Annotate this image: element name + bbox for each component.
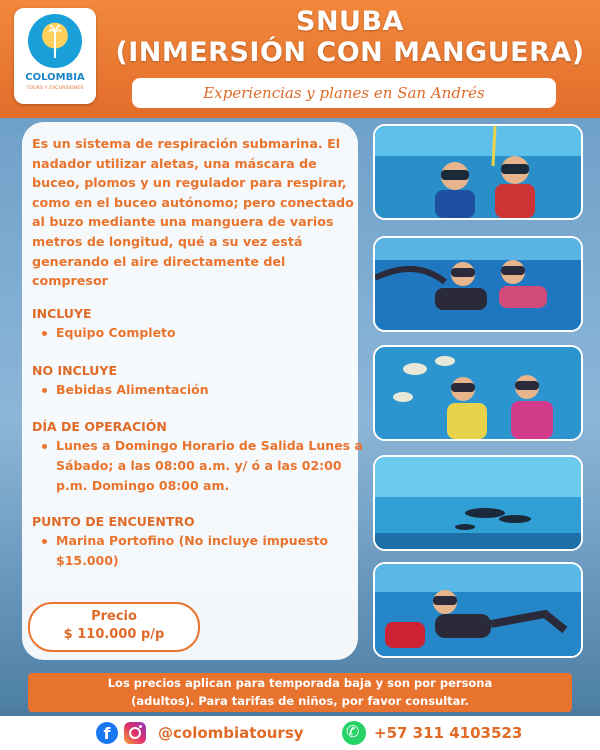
- notice-line-1: Los precios aplican para temporada baja y son por persona: [107, 676, 493, 690]
- logo: [14, 8, 96, 104]
- photo-divers-2: [373, 236, 583, 332]
- instagram-icon[interactable]: [124, 722, 146, 744]
- info-panel: [22, 122, 363, 660]
- page-title: [100, 6, 600, 68]
- list-item: [42, 531, 368, 571]
- palm-tree-icon: [49, 22, 61, 58]
- footer: [0, 716, 600, 750]
- section-title-punto-encuentro: PUNTO DE ENCUENTRO: [32, 514, 195, 529]
- subtitle: Experiencias y planes en San Andrés: [203, 84, 485, 102]
- section-title-no-incluye: NO INCLUYE: [32, 363, 117, 378]
- subtitle-banner: [132, 78, 556, 108]
- photo-divers-3: [373, 345, 583, 441]
- bullet-icon: [42, 388, 47, 393]
- logo-name: COLOMBIA: [25, 72, 85, 83]
- bullet-icon: [42, 539, 47, 544]
- whatsapp-contact[interactable]: [342, 721, 522, 745]
- list-item-text: Marina Portofino (No incluye impuesto $15.000): [56, 533, 329, 568]
- list-item-text: Lunes a Domingo Horario de Salida Lunes a Sábado; a las 08:00 a.m. y/ ó a las 02:00 p.m. Domingo 08:00 am.: [56, 438, 363, 493]
- photo-divers-1: [373, 124, 583, 220]
- description: Es un sistema de respiración submarina. El nadador utilizar aletas, una máscara de buceo, plomos y un regulador para respirar, como en el buceo autónomo; pero conectado al buzo mediante una manguera de varios metros de longitud, qué a su vez está generando el aire directamente del compresor: [32, 136, 354, 289]
- price-notice: [28, 673, 572, 712]
- bullet-icon: [42, 331, 47, 336]
- list-item: [42, 380, 368, 400]
- list-item: [42, 323, 368, 343]
- whatsapp-icon[interactable]: [342, 721, 366, 745]
- notice-line-2: (adultos). Para tarifas de niños, por favor consultar.: [131, 694, 469, 708]
- social-handle-group[interactable]: [96, 721, 304, 745]
- title-line-2: (INMERSIÓN CON MANGUERA): [115, 37, 585, 68]
- social-handle[interactable]: @colombiatoursy: [158, 724, 304, 742]
- price-label: Precio: [91, 609, 137, 624]
- phone-number[interactable]: +57 311 4103523: [374, 724, 523, 742]
- logo-subtitle: TOURS Y EXCURSIONES: [26, 86, 84, 91]
- bullet-icon: [42, 444, 47, 449]
- title-line-1: SNUBA: [296, 6, 404, 37]
- photo-divers-4: [373, 455, 583, 551]
- price-value: $ 110.000 p/p: [63, 627, 165, 642]
- section-title-dia-operacion: DÍA DE OPERACIÓN: [32, 419, 167, 434]
- price-badge: [28, 602, 200, 652]
- list-item: [42, 436, 368, 496]
- photo-divers-5: [373, 562, 583, 658]
- list-item-text: Equipo Completo: [56, 325, 176, 340]
- section-title-incluye: INCLUYE: [32, 306, 92, 321]
- header: [0, 0, 600, 118]
- list-item-text: Bebidas Alimentación: [56, 382, 209, 397]
- facebook-icon[interactable]: f: [96, 722, 118, 744]
